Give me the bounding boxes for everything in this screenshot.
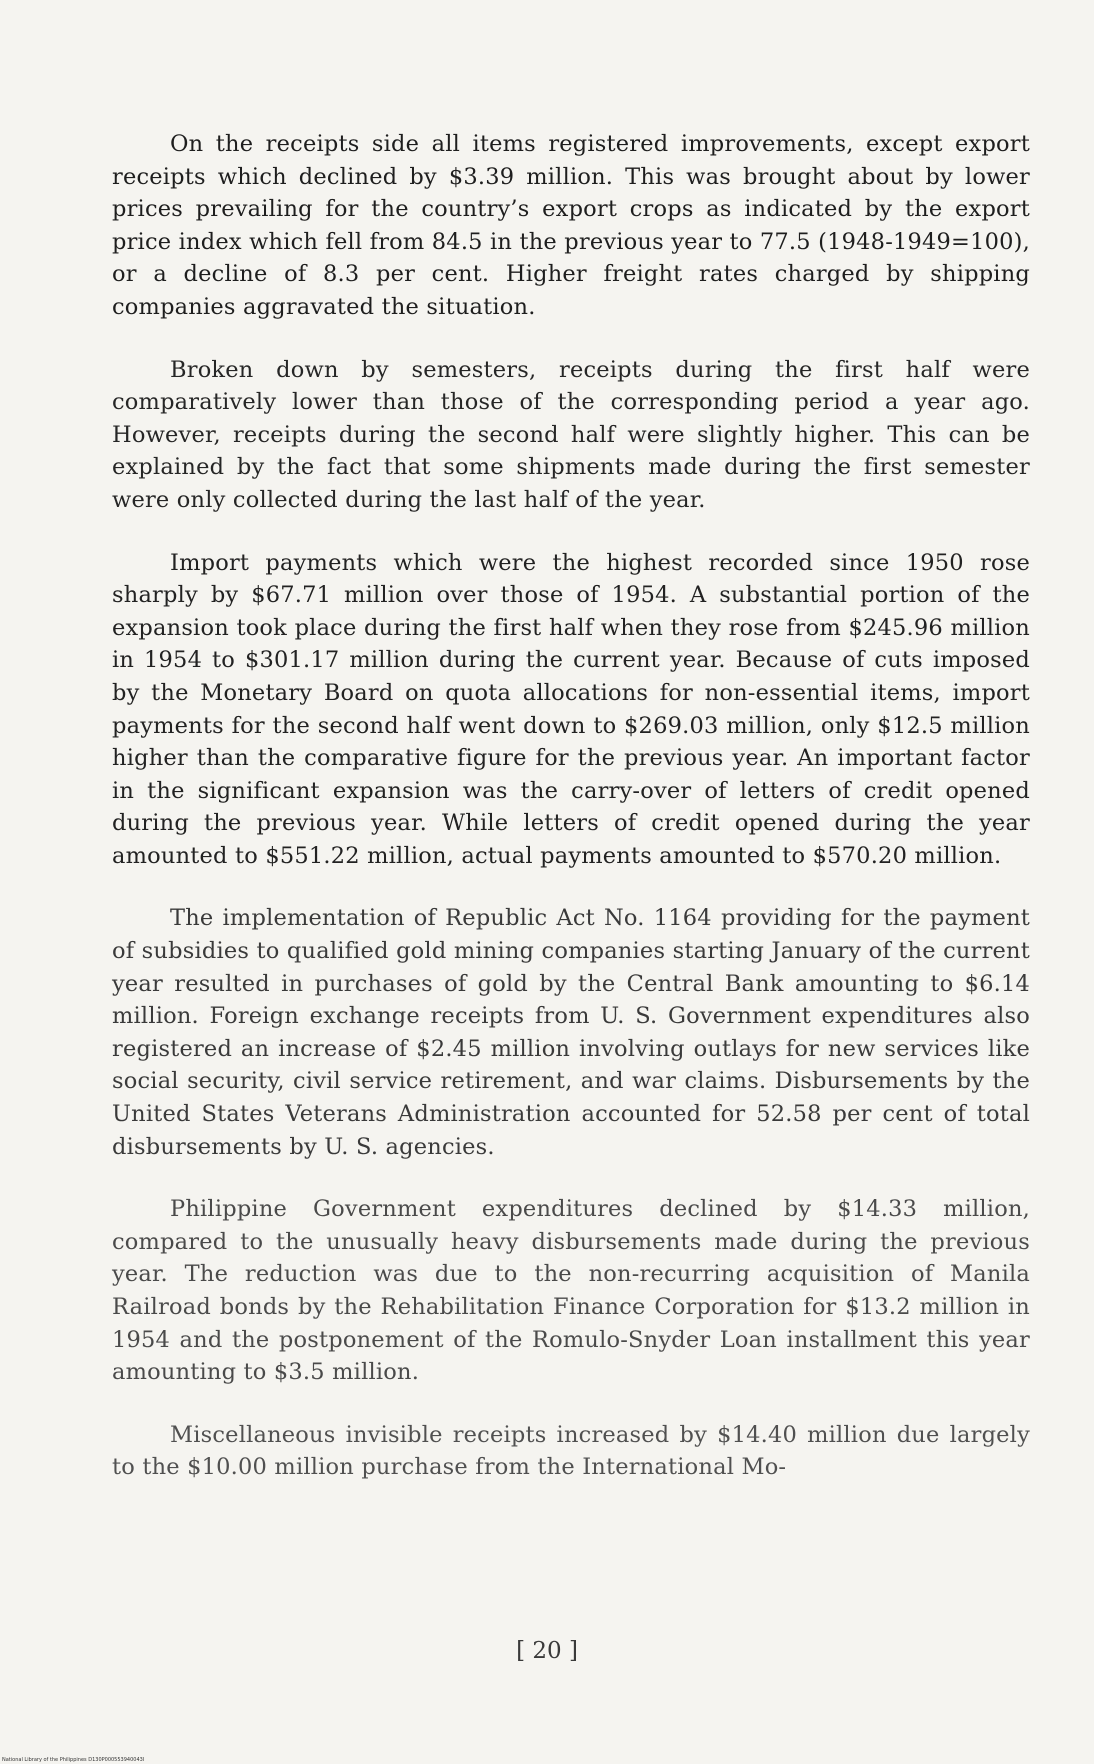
paragraph-gold-subsidies: The implementation of Republic Act No. 1164 providing for the payment of subsidies to qualified gold mining companies starting January of the current year resulted in purchases of gold by the Central Bank amounting to $6.14 million. Foreign exchange receipts from U. S. Government expenditures also registered an increase of $2.45 million involving outlays for new services like social security, civil service retirement, and war claims. Disbursements by the United States Veterans Administration accounted for 52.58 per cent of total disbursements by U. S. agencies. — [112, 905, 1030, 1160]
paragraph-import-payments: Import payments which were the highest recorded since 1950 rose sharply by $67.71 million over those of 1954. A substantial portion of the expansion took place during the first half when they rose from $245.96 million in 1954 to $301.17 million during the current year. Because of cuts imposed by the Monetary Board on quota allocations for non-essential items, import payments for the second half went down to $269.03 million, only $12.5 million higher than the comparative figure for the previous year. An important factor in the significant expansion was the carry-over of letters of credit opened during the previous year. While letters of credit opened during the year amounted to $551.22 million, actual payments amounted to $570.20 million. — [112, 549, 1030, 869]
library-footer-note: National Library of the Philippines D130P000553940043I — [2, 1757, 145, 1763]
paragraph-semester-receipts: Broken down by semesters, receipts during the first half were comparatively lower than those of the corresponding period a year ago. However, receipts during the second half were slightly higher. This can be explained by the fact that some shipments made during the first semester were only collected during the last half of the year. — [112, 356, 1030, 513]
paragraph-export-receipts: On the receipts side all items registered improvements, except export receipts which declined by $3.39 million. This was brought about by lower prices prevailing for the country’s export crops as indicated by the export price index which fell from 84.5 in the previous year to 77.5 (1948-1949=100), or a decline of 8.3 per cent. Higher freight rates charged by shipping companies aggravated the situation. — [112, 131, 1030, 320]
paragraph-government-expenditures: Philippine Government expenditures declined by $14.33 million, compared to the unusually heavy disbursements made during the previous year. The reduction was due to the non-recurring acquisition of Manila Railroad bonds by the Rehabilitation Finance Corporation for $13.2 million in 1954 and the postponement of the Romulo-Snyder Loan installment this year amounting to $3.5 million. — [112, 1196, 1030, 1386]
page-body — [112, 128, 1030, 1514]
paragraph-miscellaneous-receipts: Miscellaneous invisible receipts increased by $14.40 million due largely to the $10.00 million purchase from the International Mo- — [112, 1421, 1030, 1481]
page-number: [ 20 ] — [516, 1638, 578, 1664]
